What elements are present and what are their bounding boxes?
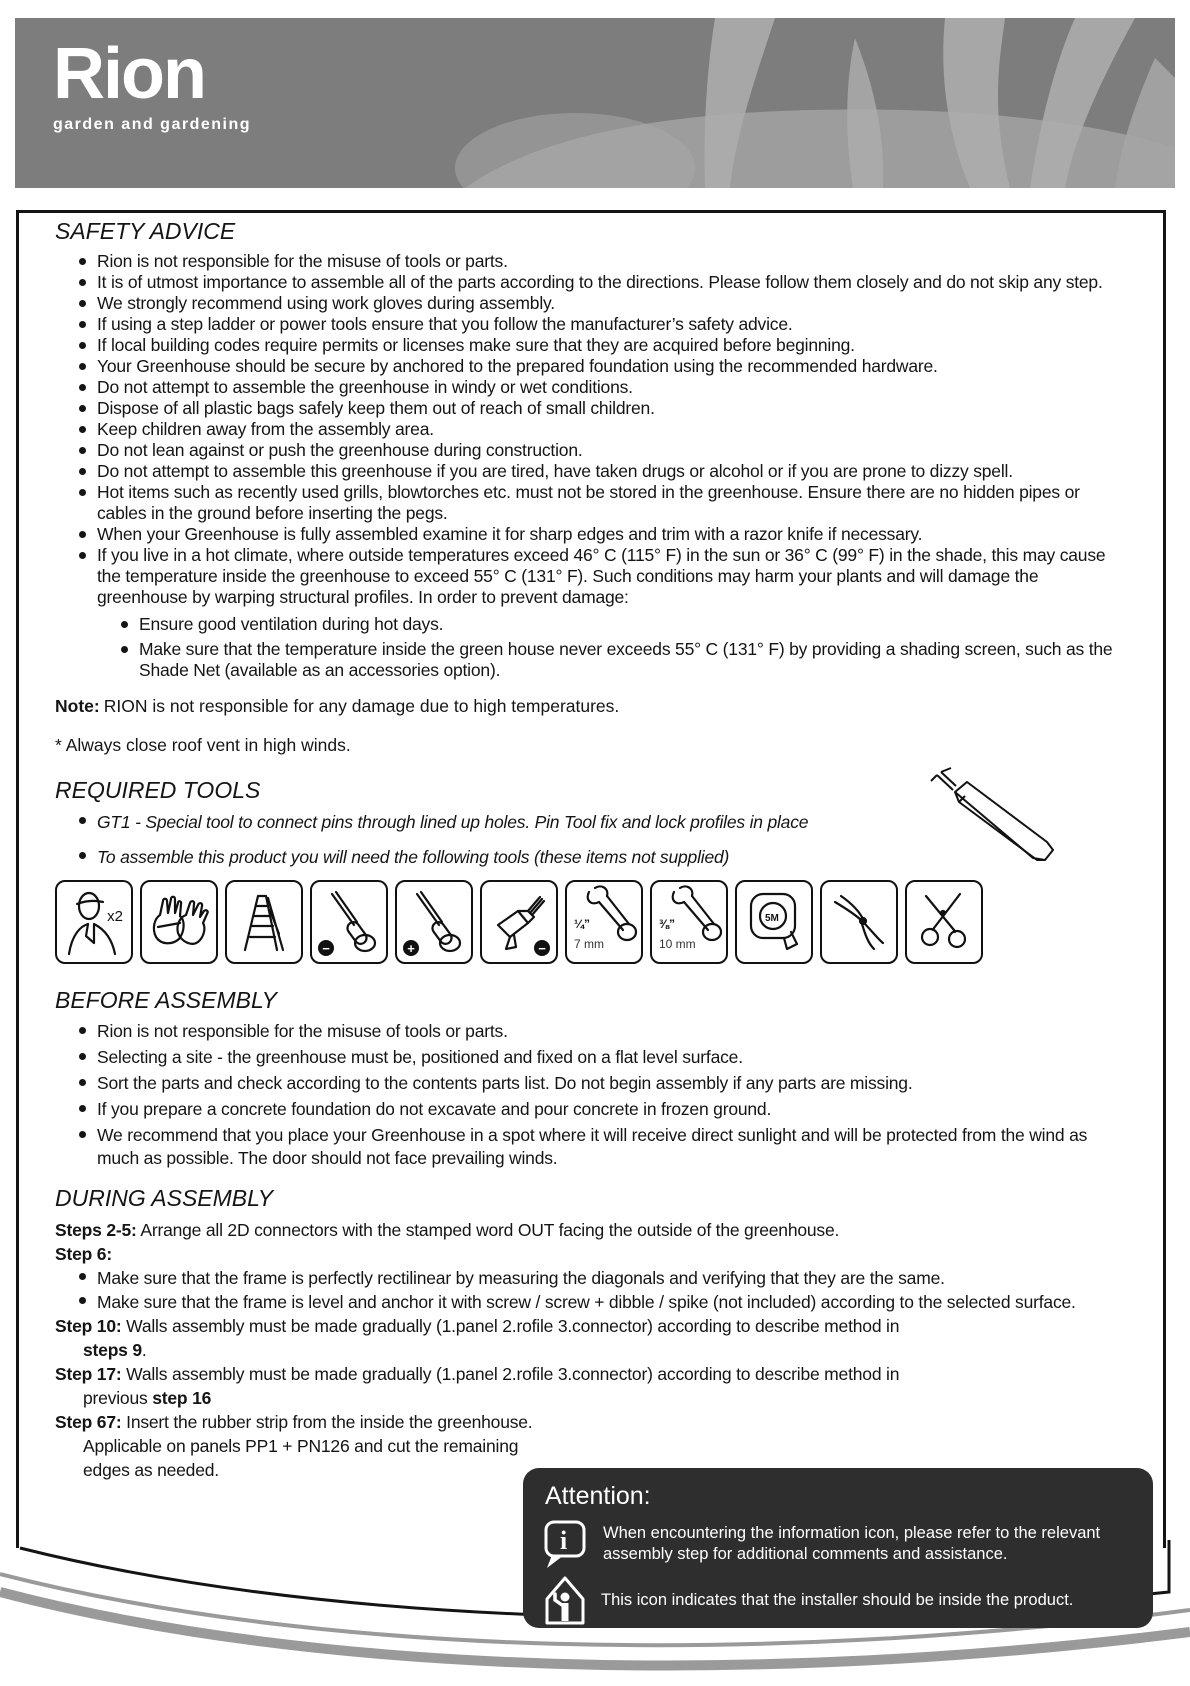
flathead-symbol: − [318,940,334,956]
tools-row [55,880,1121,964]
safety-bullet: Do not lean against or push the greenhouse during construction. [77,440,1121,461]
safety-note-text: RION is not responsible for any damage due to high temperatures. [103,695,620,716]
during-assembly-bullet: Make sure that the frame is level and anchor it with screw / screw + dibble / spike (not included) according to the selected surface. [77,1290,1121,1314]
safety-bullet: Your Greenhouse should be secure by anchored to the prepared foundation using the recommended hardware. [77,356,1121,377]
installer-inside-icon [543,1575,587,1625]
safety-advice-title: SAFETY ADVICE [55,218,236,244]
attention-title: Attention: [545,1482,651,1510]
before-assembly-bullet: Rion is not responsible for the misuse of tools or parts. [77,1020,1121,1043]
tool-power-drill [480,880,558,964]
steps-2-5 [55,1218,1121,1242]
tool-tape-measure [735,880,813,964]
required-tools-bullet: To assemble this product you will need the following tools (these items not supplied) [77,845,1121,869]
during-assembly-title: DURING ASSEMBLY [55,1184,274,1211]
tool-pliers [820,880,898,964]
step-10-text: Walls assembly must be made gradually (1.panel 2.rofile 3.connector) according to describe method in [126,1315,900,1336]
before-assembly-bullet-list [55,1020,1121,1170]
step-10-ref-after: . [141,1339,147,1360]
step-6 [55,1242,1121,1266]
step-10-ref: steps 9 [83,1339,142,1360]
before-assembly-bullet: Sort the parts and check according to the contents parts list. Do not begin assembly if any parts are missing. [77,1072,1121,1095]
tool-work-gloves [140,880,218,964]
wrench-size-inch: ¼” [574,917,591,931]
safety-note-label: Note: [55,695,100,716]
required-tools-title: REQUIRED TOOLS [55,777,261,804]
step-17-text: Walls assembly must be made gradually (1.panel 2.rofile 3.connector) according to describe method in [126,1363,900,1384]
step-67-label: Step 67: [55,1411,122,1432]
work-gloves-icon [148,889,210,955]
safety-bullet: Dispose of all plastic bags safely keep them out of reach of small children. [77,398,1121,419]
required-tools-bullet: GT1 - Special tool to connect pins through lined up holes. Pin Tool fix and lock profiles in place [77,810,1121,834]
wrench-size-mm: 10 mm [659,937,696,951]
tool-safety-glasses-person [55,880,133,964]
safety-bullet: It is of utmost importance to assemble all of the parts according to the directions. Please follow them closely and do not skip any step. [77,272,1121,293]
rion-logo-text: Rion [53,34,205,114]
before-assembly-bullet: We recommend that you place your Greenhouse in a spot where it will receive direct sunlight and will be protected from the wind as much as possible. The door should not face prevailing winds. [77,1124,1121,1170]
phillips-symbol: + [403,940,419,956]
safety-bullet: Keep children away from the assembly area. [77,419,1121,440]
svg-text:i: i [560,1526,568,1555]
safety-footnote: * Always close roof vent in high winds. [55,735,351,756]
during-assembly-bullet-list [55,1266,1121,1314]
wrench-size-inch: ⅜” [659,917,676,931]
content-box [16,210,1166,1548]
attention-installer-row [543,1575,1133,1625]
tool-flathead-screwdriver [310,880,388,964]
steps-2-5-text: Arrange all 2D connectors with the stamped word OUT facing the outside of the greenhouse. [140,1219,840,1240]
safety-sub-bullet: Ensure good ventilation during hot days. [119,614,1121,635]
step-10-label: Step 10: [55,1315,122,1336]
pliers-icon [829,890,889,954]
safety-bullet: If using a step ladder or power tools ensure that you follow the manufacturer’s safety advice. [77,314,1121,335]
svg-text:5M: 5M [765,913,779,924]
section-before-assembly [55,986,1121,1170]
step-67 [55,1410,535,1482]
step-17 [55,1362,1121,1410]
attention-installer-text: This icon indicates that the installer should be inside the product. [601,1590,1074,1609]
drill-symbol: − [534,940,550,956]
wrench-size-mm: 7 mm [574,937,604,951]
section-safety-advice [55,217,1121,756]
attention-box [523,1468,1153,1628]
step-6-label: Step 6: [55,1243,112,1264]
before-assembly-title: BEFORE ASSEMBLY [55,987,277,1013]
safety-bullet: Hot items such as recently used grills, blowtorches etc. must not be stored in the greenhouse. Ensure there are no hidden pipes or cables in the ground before inserting the pegs. [77,482,1121,524]
steps-2-5-label: Steps 2-5: [55,1219,137,1240]
rion-logo-subtext: garden and gardening [53,116,252,133]
safety-bullet: When your Greenhouse is fully assembled examine it for sharp edges and trim with a razor knife if necessary. [77,524,1121,545]
attention-info-text: When encountering the information icon, please refer to the relevant assembly step for additional comments and assistance. [603,1524,1101,1563]
step-67-text: Insert the rubber strip from the inside the greenhouse. Applicable on panels PP1 + PN126 and cut the remaining edges as needed. [83,1411,533,1480]
before-assembly-bullet: If you prepare a concrete foundation do not excavate and pour concrete in frozen ground. [77,1098,1121,1121]
before-assembly-bullet: Selecting a site - the greenhouse must be, positioned and fixed on a flat level surface. [77,1046,1121,1069]
safety-note [55,695,1121,717]
attention-info-row [543,1519,1133,1569]
step-10 [55,1314,1121,1362]
tool-quantity-label: x2 [107,908,123,925]
scissors-icon [914,890,974,954]
tool-wrench-small [565,880,643,964]
tool-wrench-large [650,880,728,964]
brand-header [15,18,1175,188]
step-17-ref: step 16 [152,1387,212,1408]
tape-measure-icon [743,888,805,956]
safety-sub-bullet: Make sure that the temperature inside the green house never exceeds 55° C (131° F) by providing a shading screen, such as the Shade Net (available as an accessories option). [119,639,1121,681]
safety-bullet: If you live in a hot climate, where outside temperatures exceed 46° C (115° F) in the sun or 36° C (99° F) in the shade, this may cause the temperature inside the greenhouse to exceed 55° C (131° F). Such conditions may harm your plants and will damage the greenhouse by warping structural profiles. In order to prevent damage: [77,545,1121,608]
safety-bullet: If local building codes require permits or licenses make sure that they are acquired before beginning. [77,335,1121,356]
during-assembly-bullet: Make sure that the frame is perfectly rectilinear by measuring the diagonals and verifying that they are the same. [77,1266,1121,1290]
rion-logo [53,34,252,134]
safety-bullet: We strongly recommend using work gloves during assembly. [77,293,1121,314]
safety-bullet: Rion is not responsible for the misuse of tools or parts. [77,251,1121,272]
section-during-assembly [55,1184,1121,1482]
tool-scissors [905,880,983,964]
step-ladder-icon [235,890,293,954]
safety-sub-bullet-list [119,614,1121,681]
step-17-label: Step 17: [55,1363,122,1384]
safety-bullet-list [55,251,1121,608]
step-17-cont-pre: previous [83,1387,153,1408]
safety-bullet: Do not attempt to assemble the greenhouse in windy or wet conditions. [77,377,1121,398]
tool-phillips-screwdriver [395,880,473,964]
section-required-tools [55,776,1121,964]
tool-step-ladder [225,880,303,964]
information-icon [543,1519,589,1569]
safety-bullet: Do not attempt to assemble this greenhouse if you are tired, have taken drugs or alcohol or if you are prone to dizzy spell. [77,461,1121,482]
